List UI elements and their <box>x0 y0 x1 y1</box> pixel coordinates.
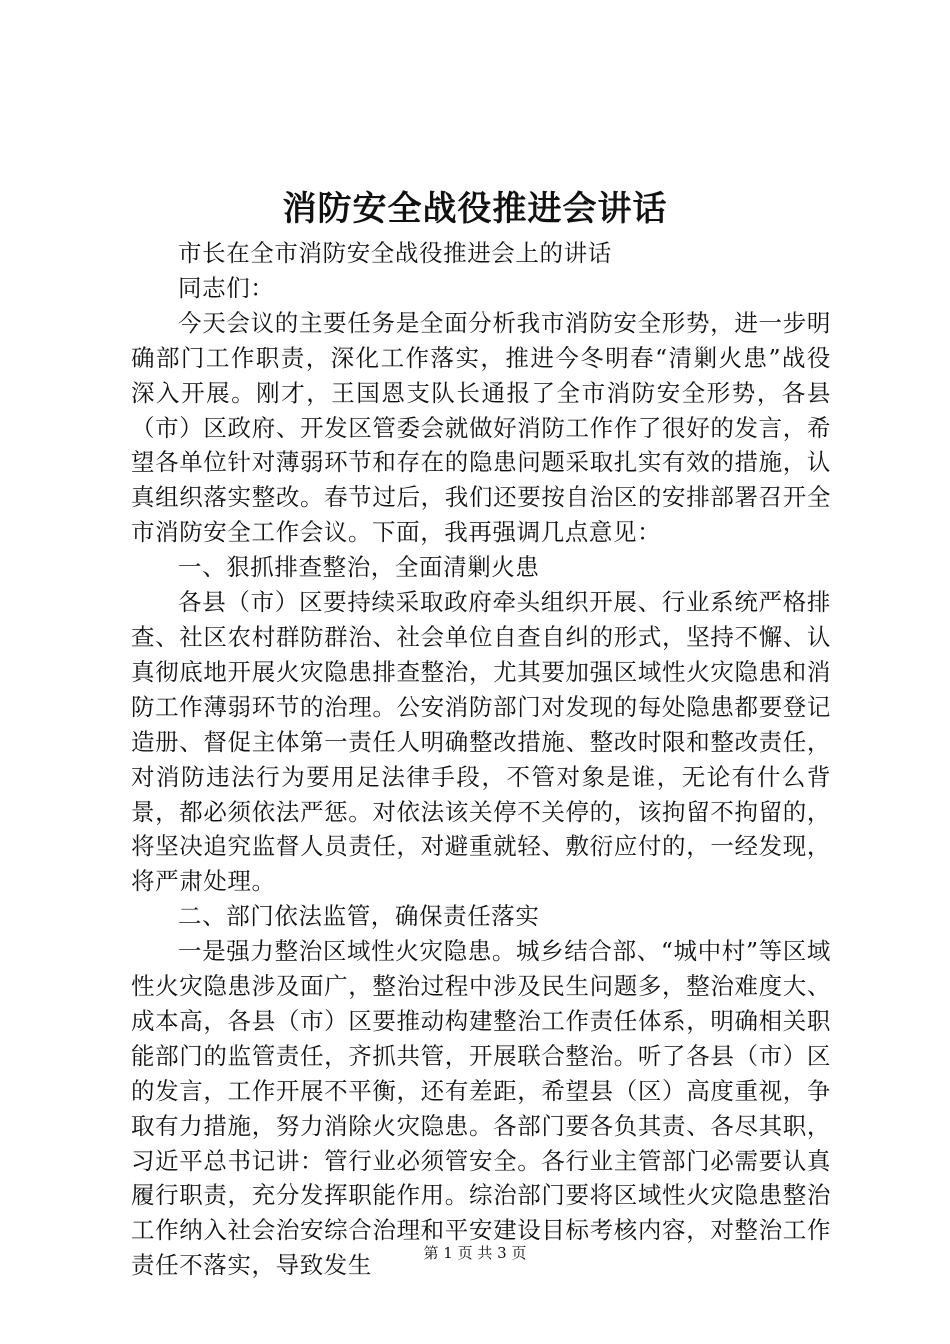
document-body <box>131 236 831 1283</box>
body-paragraph: 各县（市）区要持续采取政府牵头组织开展、行业系统严格排查、社区农村群防群治、社会单位自查自纠的形式，坚持不懈、认真彻底地开展火灾隐患排查整治，尤其要加强区域性火灾隐患和消防工作薄弱环节的治理。公安消防部门对发现的每处隐患都要登记造册、督促主体第一责任人明确整改措施、整改时限和整改责任，对消防违法行为要用足法律手段，不管对象是谁，无论有什么背景，都必须依法严惩。对依法该关停不关停的，该拘留不拘留的，将坚决追究监督人员责任，对避重就轻、敷衍应付的，一经发现，将严肃处理。 <box>131 588 831 896</box>
page-number-footer: 第 1 页 共 3 页 <box>423 1244 527 1262</box>
body-paragraph: 今天会议的主要任务是全面分析我市消防安全形势，进一步明确部门工作职责，深化工作落实，推进今冬明春“清剿火患”战役深入开展。刚才，王国恩支队长通报了全市消防安全形势，各县（市）区政府、开发区管委会就做好消防工作作了很好的发言，希望各单位针对薄弱环节和存在的隐患问题采取扎实有效的措施，认真组织落实整改。春节过后，我们还要按自治区的安排部署召开全市消防安全工作会议。下面，我再强调几点意见： <box>131 308 831 547</box>
document-title: 消防安全战役推进会讲话 <box>282 189 668 229</box>
body-paragraph: 一是强力整治区域性火灾隐患。城乡结合部、“城中村”等区域性火灾隐患涉及面广，整治过程中涉及民生问题多，整治难度大、成本高，各县（市）区要推动构建整治工作责任体系，明确相关职能部门的监管责任，齐抓共管，开展联合整治。听了各县（市）区的发言，工作开展不平衡，还有差距，希望县（区）高度重视，争取有力措施，努力消除火灾隐患。各部门要各负其责、各尽其职，习近平总书记讲：管行业必须管安全。各行业主管部门必需要认真履行职责，充分发挥职能作用。综治部门要将区域性火灾隐患整治工作纳入社会治安综合治理和平安建设目标考核内容，对整治工作责任不落实，导致发生 <box>131 937 831 1280</box>
section-heading: 二、部门依法监管，确保责任落实 <box>178 902 540 931</box>
salutation: 同志们： <box>178 273 275 302</box>
subtitle-line: 市长在全市消防安全战役推进会上的讲话 <box>178 239 612 267</box>
section-heading: 一、狠抓排查整治，全面清剿火患 <box>178 553 540 582</box>
